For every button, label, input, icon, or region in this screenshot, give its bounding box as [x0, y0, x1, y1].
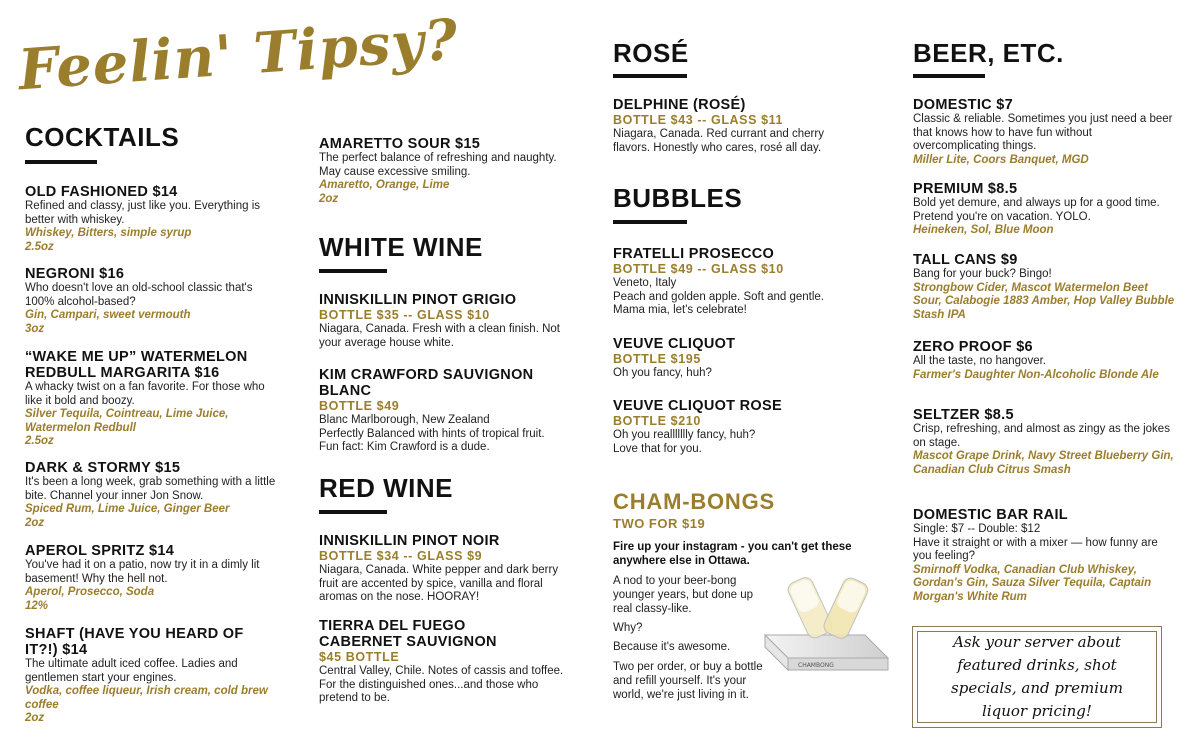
cocktails-underline	[25, 160, 97, 164]
logo-title: Feelin' Tipsy?	[16, 6, 461, 104]
chambongs-text-3: Because it's awesome.	[613, 641, 731, 653]
item-price: BOTTLE $195	[613, 352, 701, 366]
promo-box	[912, 626, 1162, 728]
item-price: BOTTLE $35 -- GLASS $10	[319, 308, 490, 322]
cocktails-heading: COCKTAILS	[25, 122, 180, 152]
item-title: APEROL SPRITZ $14	[25, 543, 175, 559]
red-wine-underline	[319, 510, 387, 514]
chambong-brand: CHAMBONG	[798, 662, 834, 669]
menu-item	[613, 398, 858, 456]
item-ingredients: Smirnoff Vodka, Canadian Club Whiskey, Gordan's Gin, Sauza Silver Tequila, Captain Morgan's White Rum	[913, 563, 1152, 603]
item-desc: You've had it on a patio, now try it in a dimly lit basement! Why the hell not.	[25, 559, 260, 585]
item-title: DOMESTIC BAR RAIL	[913, 507, 1068, 523]
item-title: NEGRONI $16	[25, 266, 125, 282]
beer-underline	[913, 74, 985, 78]
item-title: AMARETTO SOUR $15	[319, 136, 481, 152]
chambongs-heading: CHAM-BONGS	[613, 489, 775, 514]
item-desc: Niagara, Canada. White pepper and dark berry fruit are accented by spice, vanilla and floral aromas on the nose. HOORAY!	[319, 564, 559, 603]
item-title: SHAFT (HAVE YOU HEARD OF IT?!) $14	[25, 626, 244, 658]
item-ingredients: Silver Tequila, Cointreau, Lime Juice, Watermelon Redbull	[25, 408, 229, 434]
item-desc: Bold yet demure, and always up for a good time. Pretend you're on vacation. YOLO.	[913, 197, 1160, 223]
white-wine-heading: WHITE WINE	[319, 232, 483, 262]
item-desc: The ultimate adult iced coffee. Ladies and gentlemen start your engines.	[25, 658, 238, 684]
red-wine-heading: RED WINE	[319, 473, 453, 503]
item-ingredients: Whiskey, Bitters, simple syrup	[25, 227, 192, 239]
item-desc: The perfect balance of refreshing and naughty. May cause excessive smiling.	[319, 152, 557, 178]
item-desc: A whacky twist on a fan favorite. For those who like it bold and boozy.	[25, 381, 265, 407]
item-title: VEUVE CLIQUOT	[613, 336, 736, 352]
item-title: FRATELLI PROSECCO	[613, 246, 775, 262]
menu-item	[613, 336, 858, 381]
item-size: 3oz	[25, 322, 45, 335]
item-size: 2oz	[319, 192, 339, 205]
item-ingredients: Spiced Rum, Lime Juice, Ginger Beer	[25, 503, 230, 515]
item-title: ZERO PROOF $6	[913, 339, 1033, 355]
menu-item	[613, 246, 858, 318]
menu-item	[913, 339, 1175, 382]
beer-heading: BEER, ETC.	[913, 38, 1064, 68]
item-price: BOTTLE $210	[613, 414, 701, 428]
menu-item	[319, 618, 579, 706]
item-desc: It's been a long week, grab something with a little bite. Channel your inner Jon Snow.	[25, 476, 276, 502]
item-title: “WAKE ME UP” WATERMELON REDBULL MARGARITA $16	[25, 349, 248, 381]
chambongs-text-2: Why?	[613, 622, 643, 634]
menu-item	[319, 136, 574, 206]
chambongs-text-4: Two per order, or buy a bottle and refill yourself. It's your world, we're just living in it.	[613, 661, 763, 701]
rose-underline	[613, 74, 687, 78]
bubbles-underline	[613, 220, 687, 224]
item-size: 2.5oz	[25, 240, 54, 253]
item-desc: Bang for your buck? Bingo!	[913, 268, 1052, 280]
item-desc: Crisp, refreshing, and almost as zingy as the jokes on stage.	[913, 423, 1170, 449]
menu-item	[25, 543, 280, 613]
item-size: 12%	[25, 599, 49, 612]
chambongs-price: TWO FOR $19	[613, 516, 706, 531]
item-price: BOTTLE $49	[319, 399, 400, 413]
item-title: DARK & STORMY $15	[25, 460, 181, 476]
item-title: TIERRA DEL FUEGO CABERNET SAUVIGNON	[319, 618, 497, 650]
menu-item	[25, 184, 280, 254]
item-title: INNISKILLIN PINOT GRIGIO	[319, 292, 517, 308]
item-ingredients: Amaretto, Orange, Lime	[319, 179, 450, 191]
item-title: PREMIUM $8.5	[913, 181, 1018, 197]
item-ingredients: Mascot Grape Drink, Navy Street Blueberry Gin, Canadian Club Citrus Smash	[913, 450, 1174, 476]
item-price: BOTTLE $34 -- GLASS $9	[319, 549, 483, 563]
item-desc: Central Valley, Chile. Notes of cassis and toffee. For the distinguished ones...and those who pretend to be.	[319, 665, 564, 704]
item-size: 2.5oz	[25, 435, 54, 447]
item-title: TALL CANS $9	[913, 252, 1018, 268]
menu-item	[319, 292, 564, 350]
item-ingredients: Heineken, Sol, Blue Moon	[913, 224, 1054, 236]
menu-item	[613, 97, 853, 155]
item-desc: Blanc Marlborough, New Zealand Perfectly Balanced with hints of tropical fruit. Fun fact: Kim Crawford is a dude.	[319, 414, 545, 453]
item-ingredients: Farmer's Daughter Non-Alcoholic Blonde Ale	[913, 368, 1159, 381]
promo-text: Ask your server about featured drinks, shot specials, and premium liquor pricing!	[951, 633, 1123, 720]
item-desc: Refined and classy, just like you. Everything is better with whiskey.	[25, 200, 261, 226]
item-desc: Niagara, Canada. Fresh with a clean finish. Not your average house white.	[319, 323, 560, 349]
item-title: KIM CRAWFORD SAUVIGNON BLANC	[319, 367, 534, 399]
item-price: BOTTLE $49 -- GLASS $10	[613, 262, 784, 276]
menu-item	[913, 507, 1175, 604]
menu-item	[913, 181, 1175, 238]
menu-item	[25, 460, 280, 530]
item-desc: Single: $7 -- Double: $12 Have it straight or with a mixer — how funny are you feeling?	[913, 523, 1158, 562]
item-title: OLD FASHIONED $14	[25, 184, 178, 200]
item-desc: Veneto, Italy Peach and golden apple. Soft and gentle. Mama mia, let's celebrate!	[613, 277, 825, 316]
item-title: VEUVE CLIQUOT ROSE	[613, 398, 782, 414]
item-desc: All the taste, no hangover.	[913, 355, 1046, 367]
item-title: DELPHINE (ROSÉ)	[613, 97, 746, 113]
item-title: INNISKILLIN PINOT NOIR	[319, 533, 500, 549]
menu-item	[913, 252, 1175, 322]
item-desc: Classic & reliable. Sometimes you just need a beer that knows how to have fun without overcomplicating things.	[913, 113, 1173, 152]
item-title: DOMESTIC $7	[913, 97, 1013, 113]
menu-item	[25, 349, 280, 449]
item-price: $45 BOTTLE	[319, 650, 400, 664]
item-ingredients: Aperol, Prosecco, Soda	[25, 586, 155, 598]
item-ingredients: Strongbow Cider, Mascot Watermelon Beet Sour, Calabogie 1883 Amber, Hop Valley Bubble Stash IPA	[913, 281, 1175, 321]
item-desc: Niagara, Canada. Red currant and cherry flavors. Honestly who cares, rosé all day.	[613, 128, 824, 154]
chambongs-text-1: A nod to your beer-bong younger years, but done up real classy-like.	[613, 575, 754, 615]
item-desc: Oh you reallllllly fancy, huh? Love that for you.	[613, 429, 756, 455]
bubbles-heading: BUBBLES	[613, 183, 743, 213]
rose-heading: ROSÉ	[613, 38, 689, 68]
item-size: 2oz	[25, 712, 45, 724]
menu-item	[913, 97, 1175, 167]
chambong-glasses-image	[750, 570, 900, 680]
menu-item	[25, 626, 275, 726]
item-ingredients: Vodka, coffee liqueur, Irish cream, cold brew coffee	[25, 685, 268, 711]
item-price: BOTTLE $43 -- GLASS $11	[613, 113, 784, 127]
item-ingredients: Gin, Campari, sweet vermouth	[25, 309, 191, 321]
item-desc: Oh you fancy, huh?	[613, 367, 712, 379]
item-title: SELTZER $8.5	[913, 407, 1014, 423]
menu-item	[913, 407, 1175, 477]
white-wine-underline	[319, 269, 387, 273]
item-desc: Who doesn't love an old-school classic that's 100% alcohol-based?	[25, 282, 253, 308]
menu-item	[25, 266, 280, 336]
menu-item	[319, 533, 574, 605]
item-ingredients: Miller Lite, Coors Banquet, MGD	[913, 153, 1089, 166]
item-size: 2oz	[25, 516, 45, 529]
chambongs-tagline: Fire up your instagram - you can't get these anywhere else in Ottawa.	[613, 541, 852, 567]
menu-item	[319, 367, 564, 455]
